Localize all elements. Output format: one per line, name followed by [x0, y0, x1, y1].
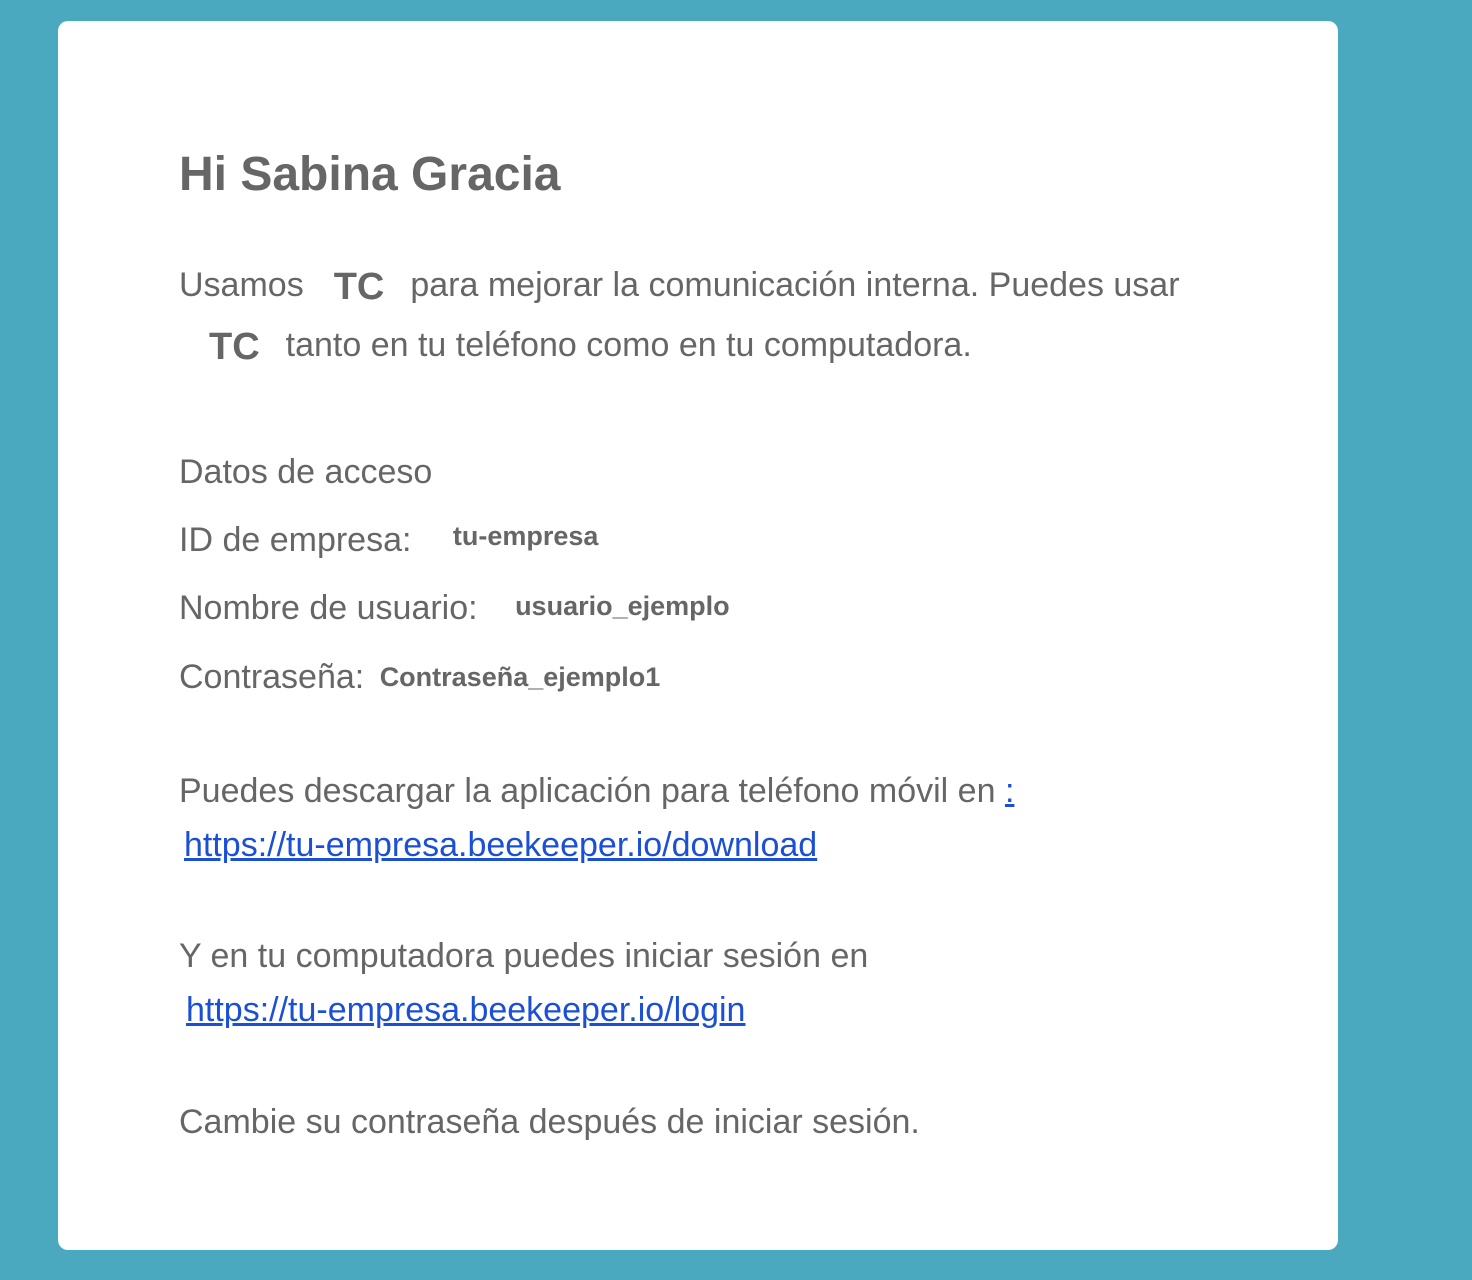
greeting-heading: Hi Sabina Gracia [179, 148, 561, 201]
download-colon-link[interactable]: : [1004, 772, 1015, 810]
login-link[interactable]: https://tu-empresa.beekeeper.io/login [186, 991, 746, 1029]
intro-paragraph [179, 255, 1199, 375]
download-link[interactable]: https://tu-empresa.beekeeper.io/download [184, 826, 818, 864]
username-value: usuario_ejemplo [515, 591, 730, 621]
username-label: Nombre de usuario: [179, 589, 478, 627]
password-value: Contraseña_ejemplo1 [379, 662, 661, 692]
download-link-row [184, 826, 817, 865]
login-text-row [179, 937, 868, 976]
brand-label: TC [209, 326, 260, 368]
brand-label: TC [333, 266, 385, 308]
company-id-row [179, 521, 598, 560]
login-link-row [186, 991, 745, 1030]
password-row [179, 658, 660, 697]
download-text: Puedes descargar la aplicación para teléfono móvil en [179, 772, 996, 810]
intro-text-3: tanto en tu teléfono como en tu computadora. [285, 326, 972, 364]
login-text: Y en tu computadora puedes iniciar sesión en [179, 937, 869, 975]
email-card [58, 21, 1338, 1250]
intro-text-1: Usamos [179, 266, 304, 304]
intro-text-2: para mejorar la comunicación interna. Puedes usar [410, 266, 1180, 304]
company-id-value: tu-empresa [452, 521, 599, 551]
username-row [179, 589, 730, 628]
access-heading: Datos de acceso [179, 453, 433, 491]
company-id-label: ID de empresa: [179, 521, 412, 559]
password-change-note: Cambie su contraseña después de iniciar sesión. [179, 1103, 920, 1141]
download-text-row [179, 772, 1014, 811]
password-label: Contraseña: [179, 658, 365, 696]
